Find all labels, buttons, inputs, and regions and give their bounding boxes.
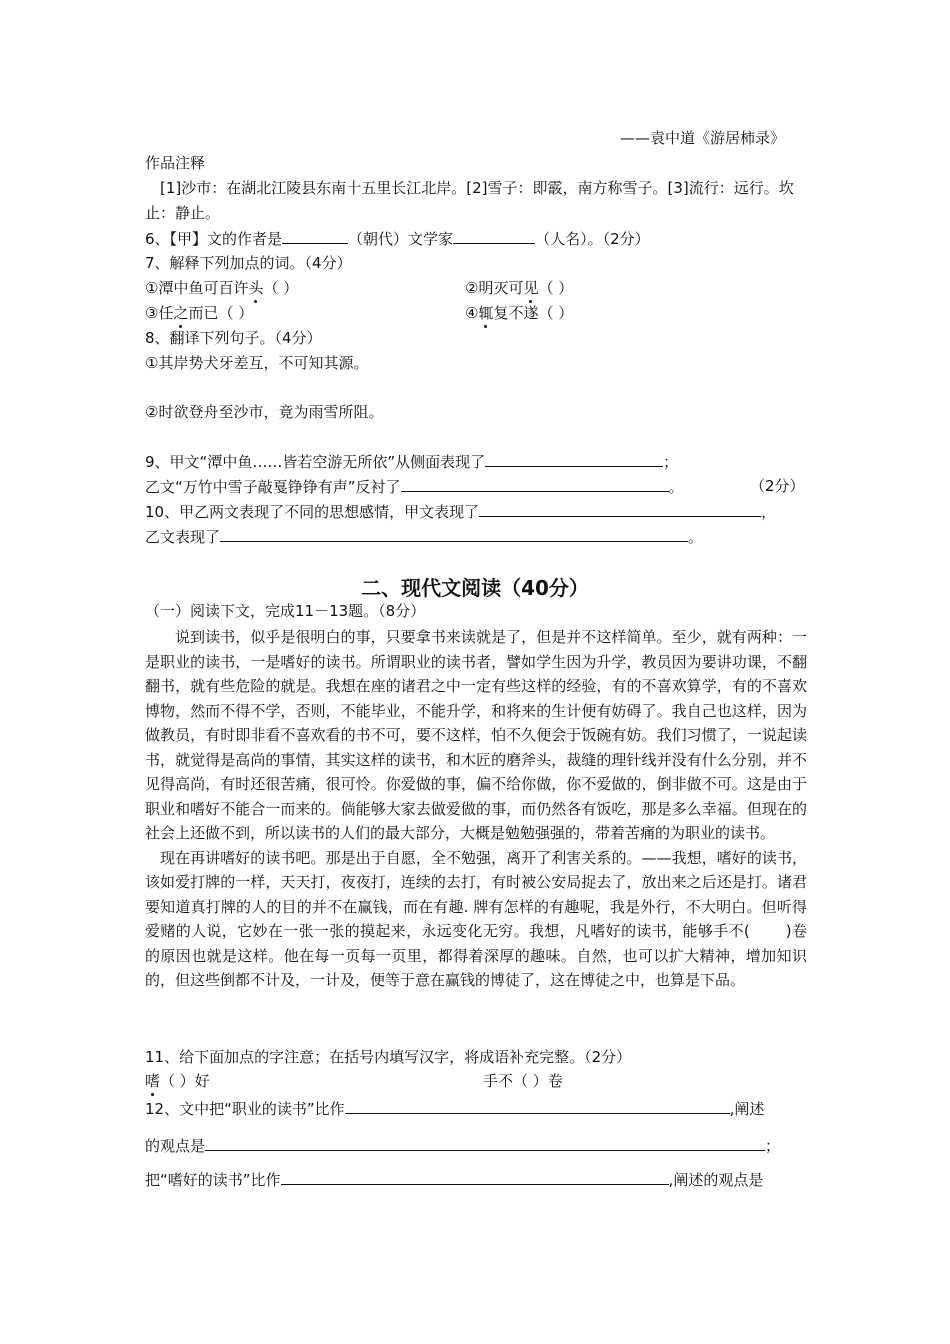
answer-blank[interactable] [401,476,669,492]
question-8-stem: 8、翻译下列句子。（4分） [145,329,322,347]
answer-blank[interactable] [479,501,761,517]
passage-paragraph-2: 现在再讲嗜好的读书吧。那是出于自愿，全不勉强，离开了利害关系的。——我想，嗜好的读书，该如爱打牌的一样，天天打，夜夜打，连续的去打，有时被公安局捉去了，放出来之后还是打。诸君要知道真打牌的人的目的并不在赢钱，而在有趣. 牌有怎样的有趣呢，我是外行，不大明白。但听得爱赌的人说，它妙在一张一张的摸起来，永远变化无穷。我想，凡嗜好的读书，能够手不( )卷的原因也就是这样。他在每一页每一页里，都得着深厚的趣味。自然，也可以扩大精神，增加知识的，但这些倒都不计及，一计及，便等于意在赢钱的博徒了，这在博徒之中，也算是下品。 [145,848,807,989]
question-8-sentence-2: ②时欲登舟至沙市，竟为雨雪所阻。 [145,403,384,421]
notes-heading: 作品注释 [145,154,206,172]
section-subtitle: （一）阅读下文，完成11－13题。（8分） [145,602,426,620]
question-9-score: （2分） [750,477,805,495]
answer-blank[interactable] [453,228,535,244]
answer-blank[interactable] [345,1098,730,1114]
question-10-line-1: 10、甲乙两文表现了不同的思想感情，甲文表现了 ， [145,503,777,521]
question-9-line-2: 乙文“万竹中雪子敲戛铮铮有声”反衬了 。 [145,478,684,496]
passage [145,625,807,993]
question-12-line-2: 的观点是 ； [145,1137,781,1155]
notes-line-2: 止：静止。 [145,204,221,222]
question-7-item-4: ④辄复不遂（ ） [465,304,574,322]
source-citation: ——袁中道《游居柿录》 [620,129,786,147]
question-7-stem: 7、解释下列加点的词。（4分） [145,254,352,272]
question-7-item-2: ②明灭可见（ ） [465,279,574,297]
question-7-item-1: ①潭中鱼可百许头（ ） [145,279,299,297]
notes-line-1: [1]沙市：在湖北江陵县东南十五里长江北岸。[2]雪子：即霰，南方称雪子。[3]流行：远行。坎 [160,179,794,197]
question-12-line-3: 把“嗜好的读书”比作 ,阐述的观点是 [145,1171,764,1189]
answer-blank[interactable] [282,228,348,244]
question-9-line-1: 9、甲文“潭中鱼……皆若空游无所依”从侧面表现了 ； [145,453,679,471]
question-12-line-1: 12、文中把“职业的读书”比作 ,阐述 [145,1100,765,1118]
answer-blank[interactable] [485,451,663,467]
answer-blank[interactable] [205,1135,765,1151]
passage-paragraph-1: 说到读书，似乎是很明白的事，只要拿书来读就是了，但是并不这样简单。至少，就有两种：一是职业的读书，一是嗜好的读书。所谓职业的读书者，譬如学生因为升学，教员因为要讲功课，不翻翻书，就有些危险的就是。我想在座的诸君之中一定有些这样的经验，有的不喜欢算学，有的不喜欢博物，然而不得不学，否则，不能毕业，不能升学，和将来的生计便有妨碍了。我自己也这样，因为做教员，有时即非看不喜欢看的书不可，要不这样，怕不久便会于饭碗有妨。我们习惯了，一说起读书，就觉得是高尚的事情，其实这样的读书，和木匠的磨斧头，裁缝的理针线并没有什么分别，并不见得高尚，有时还很苦痛，很可怜。你爱做的事，偏不给你做，你不爱做的，倒非做不可。这是由于职业和嗜好不能合一而来的。倘能够大家去做爱做的事，而仍然各有饭吃，那是多么幸福。但现在的社会上还做不到，所以读书的人们的最大部分，大概是勉勉强强的，带着苦痛的为职业的读书。 [145,628,807,842]
answer-blank[interactable] [220,526,688,542]
question-7-item-3: ③任之而已（ ） [145,304,254,322]
question-11-item-b: 手不（ ）卷 [483,1072,563,1090]
question-6: 6、【甲】文的作者是 （朝代）文学家 （人名）。（2分） [145,230,650,248]
question-11-item-a: 嗜（ ）好 [145,1072,210,1090]
answer-blank[interactable] [281,1169,669,1185]
question-8-sentence-1: ①其岸势犬牙差互，不可知其源。 [145,354,369,372]
section-title: 二、现代文阅读（40分） [361,576,589,600]
question-10-line-2: 乙文表现了 。 [145,528,704,546]
question-11-stem: 11、给下面加点的字注意；在括号内填写汉字，将成语补充完整。（2分） [145,1048,632,1066]
